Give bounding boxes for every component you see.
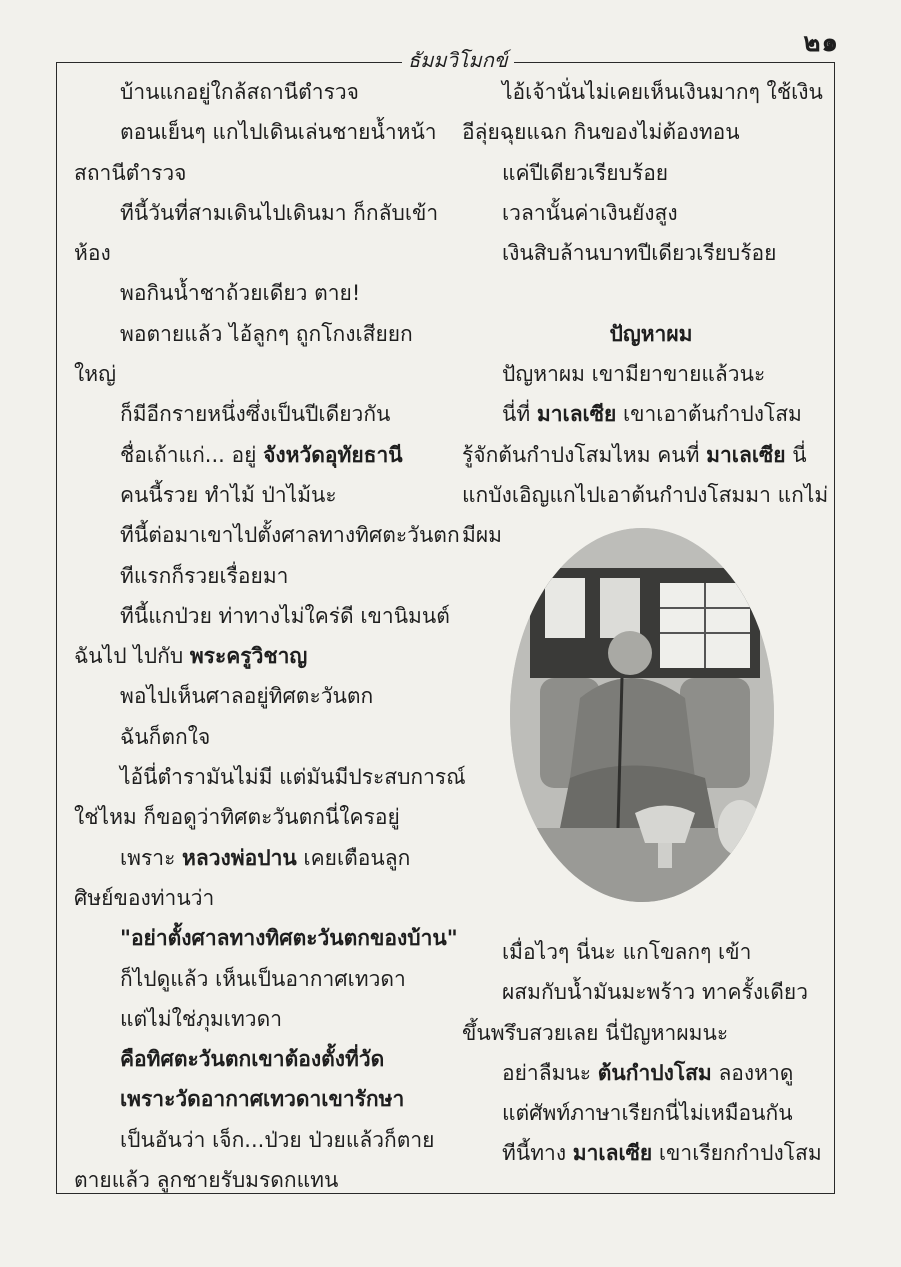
bold-text-span: เพราะวัดอากาศเทวดาเขารักษา — [120, 1087, 405, 1112]
right-text-column-top — [462, 72, 829, 556]
text-line — [74, 999, 442, 1039]
text-span: นี่ที่ — [502, 402, 537, 427]
text-span: พอกินน้ำชาถ้วยเดียว ตาย! — [120, 281, 361, 306]
text-span: มีผม — [462, 523, 502, 548]
text-line — [74, 515, 460, 555]
text-span: คนนี้รวย ทำไม้ ป่าไม้นะ — [120, 482, 337, 507]
text-line — [74, 394, 442, 434]
text-line — [462, 153, 820, 193]
bold-text-span: มาเลเซีย — [536, 402, 617, 427]
text-span: ตอนเย็นๆ แกไปเดินเล่นชายน้ำหน้า — [120, 120, 437, 145]
text-line — [462, 233, 820, 273]
text-span: อย่าลืมนะ — [502, 1060, 598, 1085]
text-span: ปัญหาผม เขามียาขายแล้วนะ — [502, 362, 766, 387]
text-line — [74, 1120, 442, 1160]
text-span: แต่ไม่ใช่ภุมเทวดา — [120, 1006, 283, 1031]
text-line — [74, 596, 450, 636]
text-span: ใหญ่ — [74, 362, 116, 387]
text-span: พอตายแล้ว ไอ้ลูกๆ ถูกโกงเสียยก — [120, 321, 413, 346]
header-title: ธัมมวิโมกข์ — [402, 44, 514, 76]
text-span: ก็มีอีกรายหนึ่งซึ่งเป็นปีเดียวกัน — [120, 402, 391, 427]
text-span: เวลานั้นค่าเงินยังสูง — [502, 200, 678, 225]
text-span: บ้านแกอยู่ใกล้สถานีตำรวจ — [120, 80, 359, 104]
text-line — [462, 72, 823, 112]
bold-text-span: คือทิศตะวันตกเขาต้องตั้งที่วัด — [120, 1047, 385, 1072]
text-line — [74, 878, 442, 918]
text-line — [74, 797, 442, 837]
text-line — [74, 475, 442, 515]
text-line — [74, 314, 442, 354]
text-span: แต่ศัพท์ภาษาเรียกนี่ไม่เหมือนกัน — [502, 1101, 793, 1126]
text-line — [462, 932, 820, 972]
text-span: อีลุ่ยฉุยแฉก กินของไม่ต้องทอน — [462, 120, 740, 145]
text-line — [74, 112, 442, 152]
text-line — [462, 354, 820, 394]
text-span: แค่ปีเดียวเรียบร้อย — [502, 160, 669, 185]
text-line — [74, 676, 442, 716]
text-span: ใช่ไหม ก็ขอดูว่าทิศตะวันตกนี่ใครอยู่ — [74, 805, 400, 830]
text-line — [74, 959, 442, 999]
text-line — [74, 1079, 442, 1119]
text-line — [74, 72, 442, 112]
text-line — [462, 475, 829, 515]
page-number: ๒๑ — [803, 28, 839, 58]
bold-text-span: ต้นกำปงโสม — [597, 1060, 712, 1085]
bold-text-span: มาเลเซีย — [706, 442, 786, 467]
text-span: รู้จักต้นกำปงโสมไหม คนที่ — [462, 442, 707, 467]
text-line — [74, 1160, 442, 1200]
text-line — [462, 435, 820, 475]
text-span: ตายแล้ว ลูกชายรับมรดกแทน — [74, 1168, 339, 1193]
text-line — [74, 717, 442, 757]
text-span: เป็นอันว่า เจ็ก...ป่วย ป่วยแล้วก็ตาย — [120, 1127, 435, 1152]
text-span: พอไปเห็นศาลอยู่ทิศตะวันตก — [120, 684, 374, 709]
text-span: เมื่อไวๆ นี่นะ แกโขลกๆ เข้า — [502, 940, 752, 964]
text-span: เคยเตือนลูก — [296, 845, 411, 870]
text-span: ปัญหาผม — [609, 321, 693, 346]
text-span: ผสมกับน้ำมันมะพร้าว ทาครั้งเดียว — [502, 980, 808, 1005]
text-span: สถานีตำรวจ — [74, 160, 187, 185]
bold-text-span: "อย่าตั้งศาลทางทิศตะวันตกของบ้าน" — [120, 926, 458, 951]
text-span: ศิษย์ของท่านว่า — [74, 885, 215, 910]
text-line — [462, 972, 820, 1012]
text-span: ไอ้เจ้านั่นไม่เคยเห็นเงินมากๆ ใช้เงิน — [502, 80, 823, 104]
text-line — [462, 273, 820, 313]
text-span: ชื่อเถ้าแก่... อยู่ — [120, 442, 264, 467]
text-line — [74, 757, 466, 797]
text-line — [74, 354, 442, 394]
text-line — [462, 1013, 820, 1053]
text-line — [74, 193, 442, 233]
text-line — [462, 193, 820, 233]
bold-text-span: พระครูวิชาญ — [189, 644, 308, 669]
monk-photo-illustration — [510, 528, 774, 902]
text-span: ทีนี้ต่อมาเขาไปตั้งศาลทางทิศตะวันตก — [120, 523, 460, 548]
section-heading — [462, 314, 820, 354]
text-span: ฉันก็ตกใจ — [120, 724, 211, 749]
text-line — [74, 918, 458, 958]
text-span: ขึ้นพรึบสวยเลย นี่ปัญหาผมนะ — [462, 1020, 729, 1045]
text-line — [74, 273, 442, 313]
text-span: ทีแรกก็รวยเรื่อยมา — [120, 563, 289, 588]
text-span: เงินสิบล้านบาทปีเดียวเรียบร้อย — [502, 241, 777, 266]
left-text-column — [74, 72, 466, 1200]
bold-text-span: หลวงพ่อปาน — [182, 845, 297, 870]
text-span: ไอ้นี่ตำรามันไม่มี แต่มันมีประสบการณ์ — [120, 765, 466, 790]
text-line — [74, 233, 442, 273]
text-line — [462, 112, 820, 152]
bold-text-span: มาเลเซีย — [572, 1141, 653, 1166]
text-line — [74, 636, 442, 676]
text-span: เขาเรียกกำปงโสม — [652, 1141, 822, 1166]
text-line — [74, 435, 442, 475]
text-line — [462, 1093, 820, 1133]
monk-photo — [510, 528, 774, 902]
text-span: ห้อง — [74, 241, 111, 266]
text-line — [74, 1039, 442, 1079]
text-span: ทีนี้แกป่วย ท่าทางไม่ใคร่ดี เขานิมนต์ — [120, 603, 450, 628]
text-span: ก็ไปดูแล้ว เห็นเป็นอากาศเทวดา — [120, 966, 406, 991]
text-line — [462, 1053, 820, 1093]
text-line — [462, 394, 820, 434]
right-text-column-bottom — [462, 932, 820, 1174]
text-line — [74, 838, 442, 878]
text-span: นี่ — [785, 442, 807, 467]
text-line — [74, 153, 442, 193]
text-span: ลองหาดู — [711, 1060, 794, 1085]
text-span: ทีนี้วันที่สามเดินไปเดินมา ก็กลับเข้า — [120, 200, 439, 225]
text-line — [462, 1133, 820, 1173]
text-span: ทีนี้ทาง — [502, 1141, 573, 1166]
bold-text-span: จังหวัดอุทัยธานี — [263, 442, 403, 467]
text-span: แกบังเอิญแกไปเอาต้นกำปงโสมมา แกไม่ — [462, 482, 829, 507]
text-line — [74, 556, 442, 596]
text-span: ฉันไป ไปกับ — [74, 644, 190, 669]
text-span: เพราะ — [120, 845, 183, 870]
text-span: เขาเอาต้นกำปงโสม — [616, 402, 802, 427]
